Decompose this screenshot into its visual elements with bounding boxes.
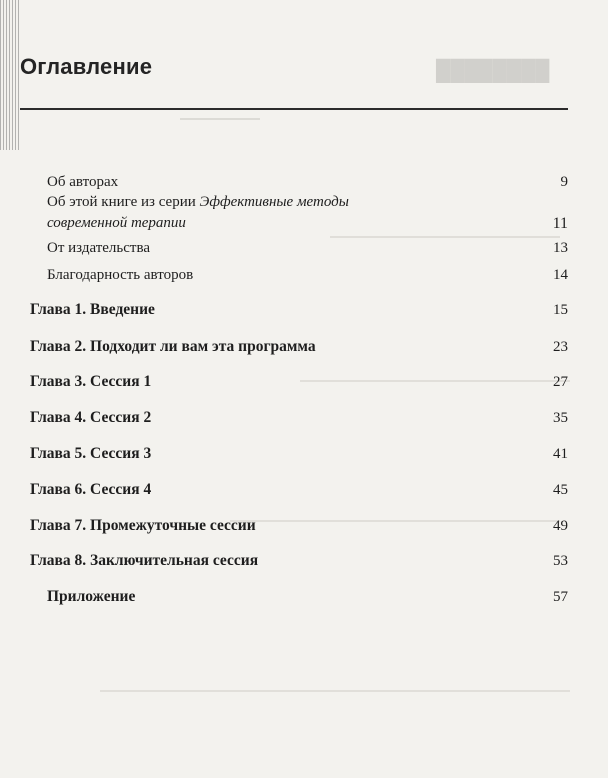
toc-entry-label: Благодарность авторов	[47, 267, 194, 283]
toc-entry-chapter-1[interactable]	[0, 300, 608, 324]
toc-page-number: 11	[552, 215, 568, 232]
page-title: Оглавление	[20, 54, 153, 79]
series-title: Эффективные методы	[199, 194, 349, 210]
toc-page-number: 27	[553, 374, 568, 390]
toc-page-number: 45	[553, 482, 568, 498]
toc-page-number: 14	[553, 267, 568, 283]
toc-entry-label: Глава 3. Сессия 1	[30, 373, 152, 390]
toc-entry-label: От издательства	[47, 240, 151, 256]
toc-page-number: 49	[553, 518, 568, 534]
toc-page-number: 41	[553, 446, 568, 462]
toc-entry-label: Глава 1. Введение	[30, 301, 155, 318]
series-title-continued: современной терапии	[47, 215, 186, 231]
toc-page-number: 57	[553, 589, 568, 605]
toc-entry-label: Глава 5. Сессия 3	[30, 445, 152, 462]
toc-page-number: 35	[553, 410, 568, 426]
toc-entry-label: Об авторах	[47, 174, 119, 190]
toc-page-number: 13	[553, 240, 568, 256]
toc-entry-label: Об этой книге из серии	[47, 194, 200, 210]
toc-page-number: 23	[553, 339, 568, 355]
toc-entry-chapter-5[interactable]	[0, 444, 608, 468]
toc-entry-chapter-3[interactable]	[0, 372, 608, 396]
toc-page-number: 9	[560, 174, 568, 190]
toc-entry-chapter-4[interactable]	[0, 408, 608, 432]
toc-page-number: 53	[553, 553, 568, 569]
toc-entry-label: Глава 7. Промежуточные сессии	[30, 517, 256, 534]
bleedthrough-heading: ████████	[436, 60, 550, 82]
toc-entry-label: Глава 8. Заключительная сессия	[30, 552, 259, 569]
toc-entry-chapter-7[interactable]	[0, 516, 608, 540]
toc-entry-chapter-6[interactable]	[0, 480, 608, 504]
toc-entry-chapter-2[interactable]	[0, 337, 608, 361]
toc-entry-chapter-8[interactable]	[0, 551, 608, 575]
toc-entry-acknowledgments[interactable]	[0, 265, 608, 289]
toc-entry-label: Глава 6. Сессия 4	[30, 481, 152, 498]
toc-entry-label: Глава 4. Сессия 2	[30, 409, 152, 426]
toc-entry-label: Приложение	[47, 588, 136, 605]
toc-entry-from-publisher[interactable]	[0, 238, 608, 262]
toc-entry-appendix[interactable]	[0, 587, 608, 611]
toc-entry-about-book[interactable]	[0, 192, 608, 236]
toc-page-number: 15	[553, 302, 568, 318]
toc-entry-label: Глава 2. Подходит ли вам эта программа	[30, 338, 316, 355]
